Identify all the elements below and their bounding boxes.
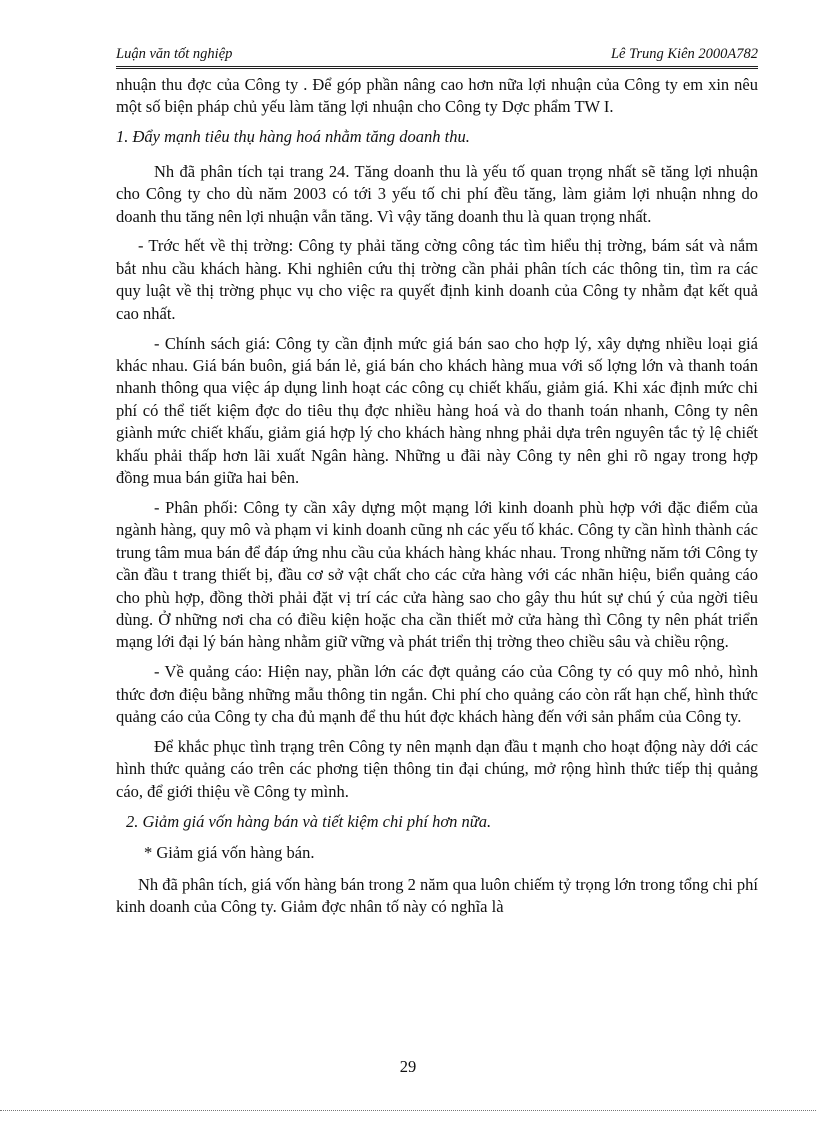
paragraph-distribution: - Phân phối: Công ty cần xây dựng một mạng lới kinh doanh phù hợp với đặc điểm của ngành hàng, quy mô và phạm vi kinh doanh cũng nh các yếu tố khác. Công ty cần hình thành các trung tâm mua bán để đáp ứng nhu cầu của khách hàng khác nhau. Trong những năm tới Công ty cần đầu t trang thiết bị, đầu cơ sở vật chất cho các cửa hàng với các nhãn hiệu, biển quảng cáo cho phù hợp, đồng thời phải đặt vị trí các cửa hàng sao cho gây thu hút sự chú ý của ngời tiêu dùng. Ở những nơi cha có điều kiện hoặc cha cần thiết mở cửa hàng thì Công ty nên phát triển mạng lới đại lý bán hàng nhằm giữ vững và phát triển thị trờng theo chiều sâu và chiều rộng. — [116, 497, 758, 652]
page-number: 29 — [399, 1057, 417, 1076]
paragraph-cost: Nh đã phân tích, giá vốn hàng bán trong 2 năm qua luôn chiếm tỷ trọng lớn trong tổng chi phí kinh doanh của Công ty. Giảm đợc nhân tố này có nghĩa là — [116, 874, 758, 916]
paragraph-pricing: - Chính sách giá: Công ty cần định mức giá bán sao cho hợp lý, xây dựng nhiều loại giá khác nhau. Giá bán buôn, giá bán lẻ, giá bán cho khách hàng mua với số lợng lớn và thanh toán nhanh thông qua việc áp dụng linh hoạt các công cụ chiết khấu, giảm giá. Khi xác định mức chi phí có thể tiết kiệm đợc do tiêu thụ đợc nhiều hàng hoá và do thanh toán nhanh, Công ty nên giành mức chiết khấu, giảm giá hợp lý cho khách hàng nhng phải dựa trên nguyên tắc tỷ lệ chiết khấu phải thấp hơn lãi xuất Ngân hàng. Những u đãi này Công ty nên ghi rõ ngay trong hợp đồng mua bán giữa hai bên. — [116, 333, 758, 487]
header-left-title: Luận văn tốt nghiệp — [116, 46, 233, 62]
header-author: Lê Trung Kiên 2000A782 — [610, 46, 758, 62]
page-header — [116, 46, 758, 69]
section-heading-2: 2. Giảm giá vốn hàng bán và tiết kiệm chi phí hơn nữa. — [126, 811, 492, 831]
paragraph-remedy: Để khắc phục tình trạng trên Công ty nên mạnh dạn đầu t mạnh cho hoạt động này dới các hình thức quảng cáo trên các phơng tiện thông tin đại chúng, mở rộng hình thức tiếp thị quảng cáo, để giới thiệu về Công ty mình. — [116, 736, 758, 801]
paragraph-intro: nhuận thu đợc của Công ty . Để góp phần nâng cao hơn nữa lợi nhuận của Công ty em xin nêu một số biện pháp chủ yếu làm tăng lợi nhuận cho Công ty Dợc phẩm TW I. — [116, 75, 758, 117]
paragraph-market: - Trớc hết về thị trờng: Công ty phải tăng cờng công tác tìm hiểu thị trờng, bám sát và nắm bắt nhu cầu khách hàng. Khi nghiên cứu thị trờng cần phải phân tích các thông tin, tìm ra các quy luật về thị trờng phục vụ cho việc ra quyết định kinh doanh của Công ty nhằm đạt kết quả cao nhất. — [116, 236, 758, 323]
footer-divider — [0, 1110, 816, 1111]
section-heading-1: 1. Đẩy mạnh tiêu thụ hàng hoá nhằm tăng doanh thu. — [116, 127, 470, 147]
paragraph-revenue: Nh đã phân tích tại trang 24. Tăng doanh thu là yếu tố quan trọng nhất sẽ tăng lợi nhuận cho Công ty cho dù năm 2003 có tới 3 yếu tố chi phí đều tăng, làm giảm lợi nhuận nhng do doanh thu tăng nên lợi nhuận vẫn tăng. Vì vậy tăng doanh thu là quan trọng nhất. — [116, 161, 758, 226]
sub-heading-cost: * Giảm giá vốn hàng bán. — [144, 843, 315, 863]
paragraph-advertising: - Về quảng cáo: Hiện nay, phần lớn các đợt quảng cáo của Công ty có quy mô nhỏ, hình thức đơn điệu bằng những mẫu thông tin ngắn. Chi phí cho quảng cáo còn rất hạn chế, hình thức quảng cáo của Công ty cha đủ mạnh để thu hút đợc khách hàng đến với sản phẩm của Công ty. — [116, 662, 758, 727]
document-body — [116, 74, 758, 926]
